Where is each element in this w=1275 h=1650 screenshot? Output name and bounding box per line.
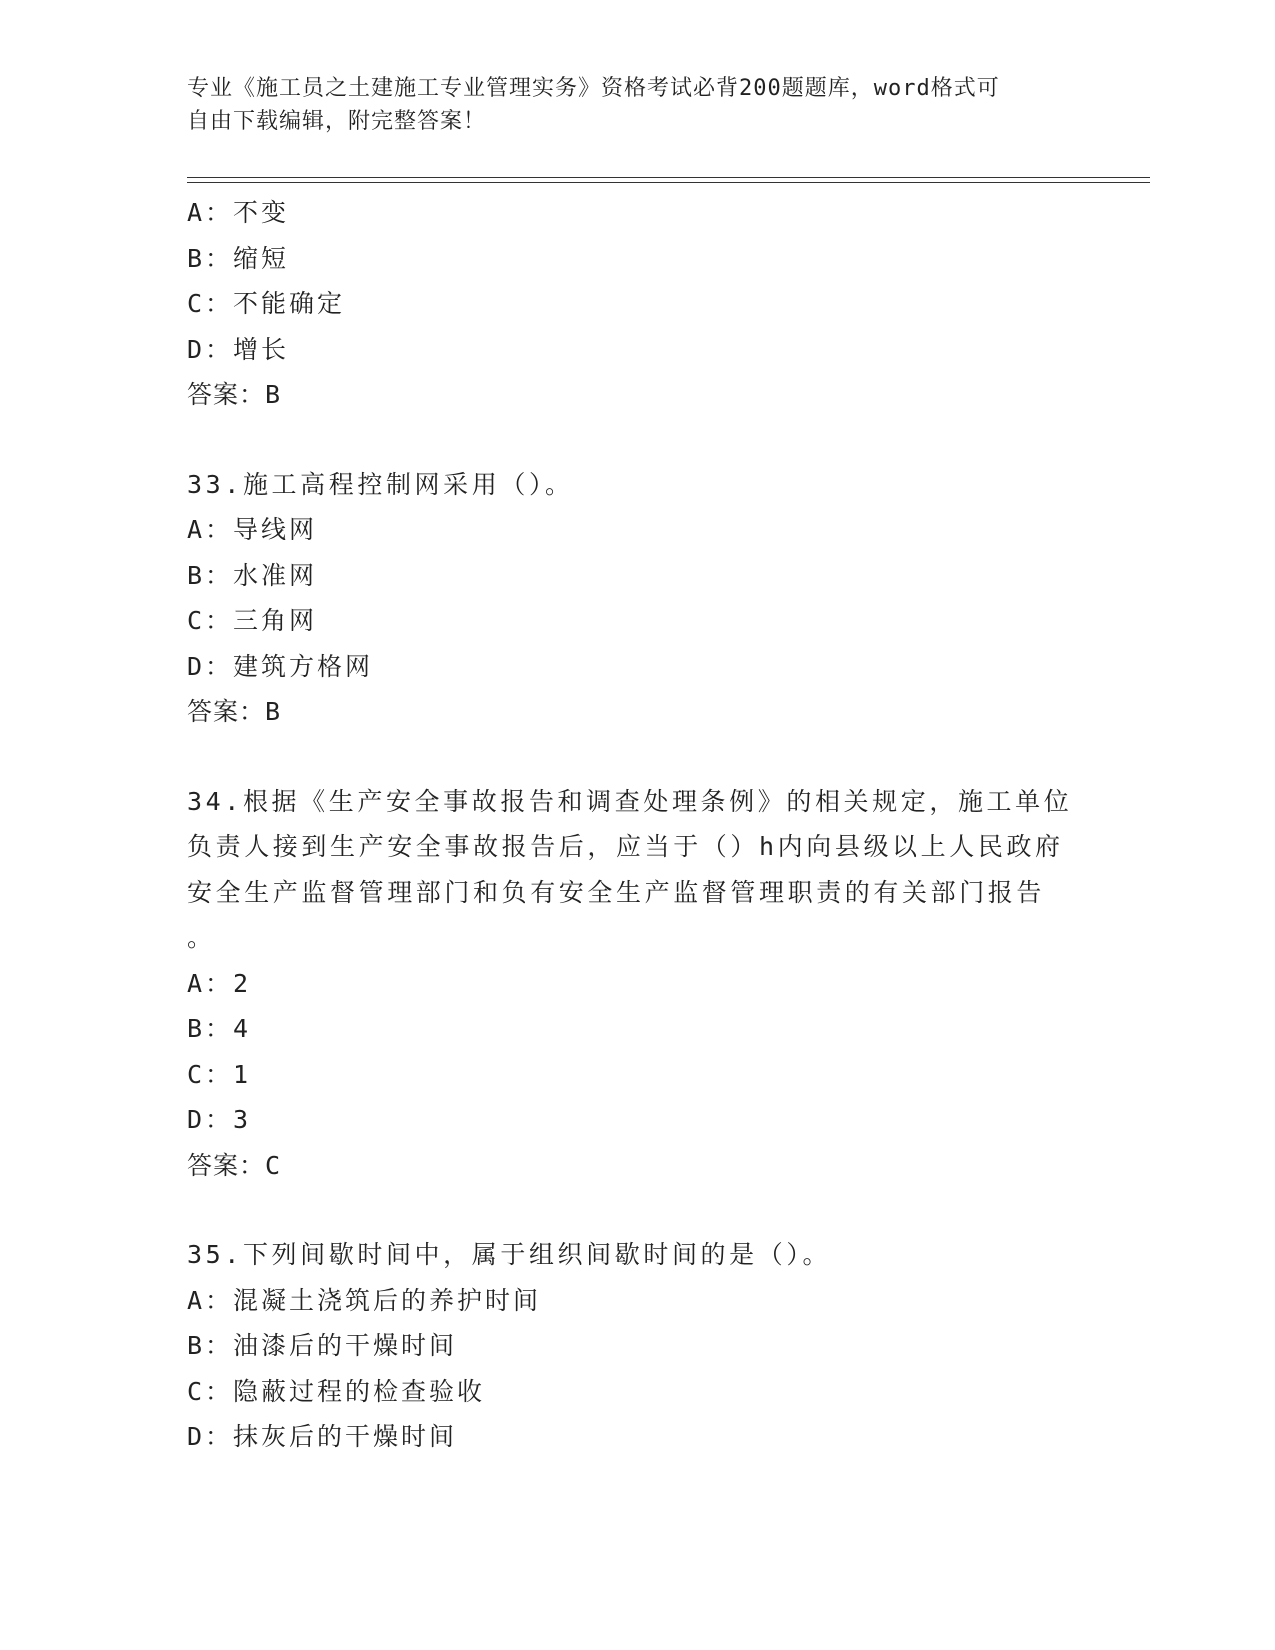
option-b: B：水准网 xyxy=(187,560,318,590)
option-b: B：油漆后的干燥时间 xyxy=(187,1331,458,1360)
header-divider-top xyxy=(187,177,1150,178)
option-d: D：3 xyxy=(187,1105,252,1134)
option-c: C：不能确定 xyxy=(187,289,346,318)
option-c: C：隐蔽过程的检查验收 xyxy=(187,1376,486,1406)
question-35 xyxy=(187,1232,1087,1460)
header-title-line-2: 自由下载编辑，附完整答案！ xyxy=(187,109,487,134)
option-b: B：4 xyxy=(187,1014,252,1043)
option-a: A：混凝土浇筑后的养护时间 xyxy=(187,1285,542,1315)
question-stem-line-2: 负责人接到生产安全事故报告后，应当于（）h内向县级以上人民政府 xyxy=(187,832,1064,861)
spacer xyxy=(187,418,1087,462)
option-c: C：1 xyxy=(187,1059,252,1089)
option-d: D：增长 xyxy=(187,334,290,364)
option-a: A：导线网 xyxy=(187,515,318,544)
header-title-line-1: 专业《施工员之土建施工专业管理实务》资格考试必背200题题库，word格式可 xyxy=(187,76,1000,101)
option-d: D：抹灰后的干燥时间 xyxy=(187,1422,458,1451)
option-a: A：不变 xyxy=(187,198,290,227)
spacer xyxy=(187,1188,1087,1232)
question-32-continued xyxy=(187,190,1087,418)
spacer xyxy=(187,735,1087,779)
question-stem: 33.施工高程控制网采用（）。 xyxy=(187,469,574,499)
document-header xyxy=(187,72,1087,138)
question-stem-line-4: 。 xyxy=(187,923,216,952)
question-list xyxy=(187,190,1087,1460)
option-d: D：建筑方格网 xyxy=(187,651,374,681)
answer-line: 答案：C xyxy=(187,1150,282,1180)
answer-line: 答案：B xyxy=(187,380,282,409)
question-34 xyxy=(187,779,1087,1189)
option-b: B：缩短 xyxy=(187,243,290,273)
option-c: C：三角网 xyxy=(187,606,318,635)
question-stem-line-3: 安全生产监督管理部门和负有安全生产监督管理职责的有关部门报告 xyxy=(187,877,1046,907)
question-stem: 35.下列间歇时间中，属于组织间歇时间的是（）。 xyxy=(187,1240,832,1269)
answer-line: 答案：B xyxy=(187,697,282,726)
option-a: A：2 xyxy=(187,968,252,998)
question-33 xyxy=(187,462,1087,735)
header-divider-bottom xyxy=(187,182,1150,183)
question-stem-line-1: 34.根据《生产安全事故报告和调查处理条例》的相关规定，施工单位 xyxy=(187,786,1073,816)
